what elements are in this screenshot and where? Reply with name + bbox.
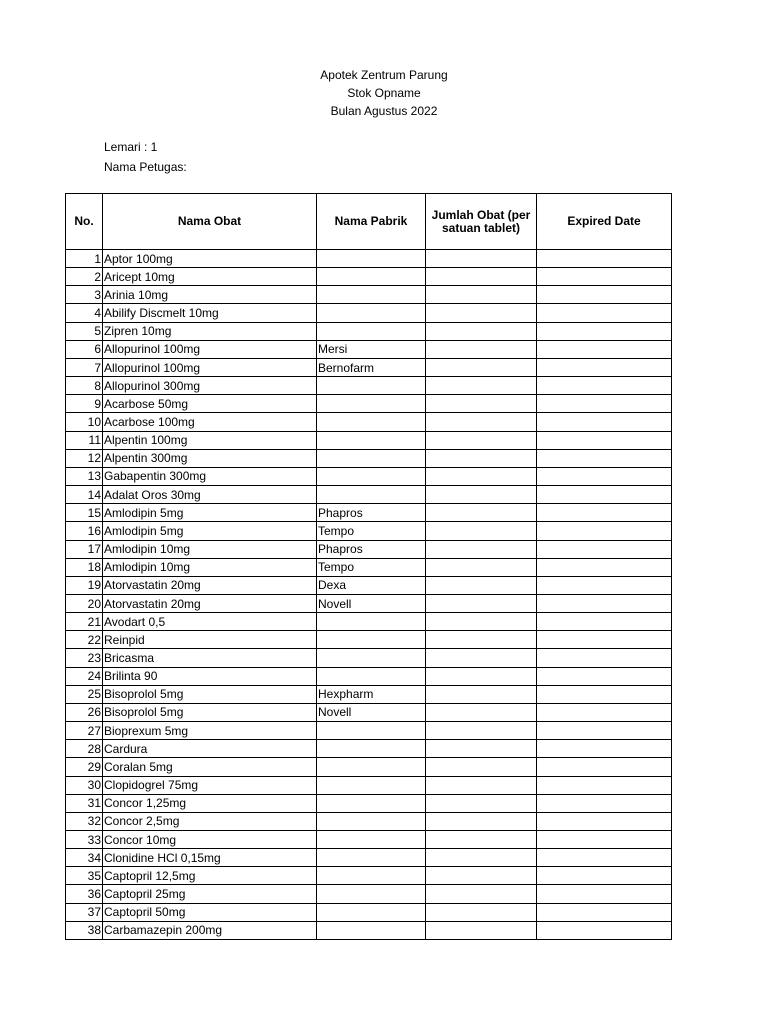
row-number: 9: [66, 395, 103, 413]
quantity-cell: [426, 449, 537, 467]
row-number: 20: [66, 594, 103, 612]
drug-name-cell: Amlodipin 5mg: [103, 504, 317, 522]
column-header-jumlah-obat: Jumlah Obat (per satuan tablet): [426, 194, 537, 250]
row-number: 23: [66, 649, 103, 667]
row-number: 30: [66, 776, 103, 794]
row-number: 29: [66, 758, 103, 776]
expired-date-cell: [537, 794, 672, 812]
table-row: [66, 758, 672, 776]
quantity-cell: [426, 340, 537, 358]
manufacturer-cell: Novell: [317, 594, 426, 612]
drug-name-cell: Avodart 0,5: [103, 613, 317, 631]
row-number: 32: [66, 812, 103, 830]
quantity-cell: [426, 467, 537, 485]
drug-name-cell: Allopurinol 100mg: [103, 358, 317, 376]
table-row: [66, 885, 672, 903]
quantity-cell: [426, 812, 537, 830]
table-row: [66, 722, 672, 740]
row-number: 18: [66, 558, 103, 576]
expired-date-cell: [537, 758, 672, 776]
expired-date-cell: [537, 667, 672, 685]
quantity-cell: [426, 594, 537, 612]
manufacturer-cell: [317, 849, 426, 867]
manufacturer-cell: [317, 486, 426, 504]
table-row: [66, 649, 672, 667]
table-row: [66, 467, 672, 485]
row-number: 11: [66, 431, 103, 449]
expired-date-cell: [537, 722, 672, 740]
table-row: [66, 631, 672, 649]
drug-name-cell: Concor 10mg: [103, 831, 317, 849]
table-row: [66, 377, 672, 395]
row-number: 34: [66, 849, 103, 867]
expired-date-cell: [537, 431, 672, 449]
quantity-cell: [426, 921, 537, 939]
expired-date-cell: [537, 268, 672, 286]
manufacturer-cell: [317, 831, 426, 849]
quantity-cell: [426, 486, 537, 504]
manufacturer-cell: [317, 286, 426, 304]
table-row: [66, 522, 672, 540]
manufacturer-cell: [317, 467, 426, 485]
table-row: [66, 449, 672, 467]
table-row: [66, 558, 672, 576]
manufacturer-cell: [317, 867, 426, 885]
column-header-expired-date: Expired Date: [537, 194, 672, 250]
quantity-cell: [426, 540, 537, 558]
row-number: 24: [66, 667, 103, 685]
manufacturer-cell: Mersi: [317, 340, 426, 358]
table-row: [66, 340, 672, 358]
manufacturer-cell: [317, 449, 426, 467]
table-row: [66, 776, 672, 794]
quantity-cell: [426, 395, 537, 413]
quantity-cell: [426, 776, 537, 794]
table-header-row: [66, 194, 672, 250]
expired-date-cell: [537, 631, 672, 649]
expired-date-cell: [537, 576, 672, 594]
expired-date-cell: [537, 486, 672, 504]
row-number: 36: [66, 885, 103, 903]
column-header-nama-obat: Nama Obat: [103, 194, 317, 250]
stock-table: [65, 193, 672, 940]
table-row: [66, 867, 672, 885]
expired-date-cell: [537, 594, 672, 612]
manufacturer-cell: [317, 776, 426, 794]
table-row: [66, 431, 672, 449]
expired-date-cell: [537, 885, 672, 903]
manufacturer-cell: [317, 431, 426, 449]
expired-date-cell: [537, 413, 672, 431]
drug-name-cell: Bricasma: [103, 649, 317, 667]
drug-name-cell: Bisoprolol 5mg: [103, 685, 317, 703]
expired-date-cell: [537, 522, 672, 540]
drug-name-cell: Adalat Oros 30mg: [103, 486, 317, 504]
drug-name-cell: Amlodipin 10mg: [103, 540, 317, 558]
expired-date-cell: [537, 377, 672, 395]
drug-name-cell: Brilinta 90: [103, 667, 317, 685]
row-number: 25: [66, 685, 103, 703]
quantity-cell: [426, 504, 537, 522]
quantity-cell: [426, 522, 537, 540]
manufacturer-cell: [317, 649, 426, 667]
document-period: Bulan Agustus 2022: [330, 104, 438, 118]
row-number: 27: [66, 722, 103, 740]
quantity-cell: [426, 576, 537, 594]
manufacturer-cell: Tempo: [317, 522, 426, 540]
manufacturer-cell: [317, 395, 426, 413]
quantity-cell: [426, 849, 537, 867]
row-number: 4: [66, 304, 103, 322]
row-number: 8: [66, 377, 103, 395]
expired-date-cell: [537, 812, 672, 830]
drug-name-cell: Atorvastatin 20mg: [103, 576, 317, 594]
drug-name-cell: Zipren 10mg: [103, 322, 317, 340]
manufacturer-cell: [317, 304, 426, 322]
drug-name-cell: Allopurinol 100mg: [103, 340, 317, 358]
table-row: [66, 504, 672, 522]
quantity-cell: [426, 431, 537, 449]
manufacturer-cell: [317, 413, 426, 431]
expired-date-cell: [537, 831, 672, 849]
quantity-cell: [426, 631, 537, 649]
column-header-no: No.: [66, 194, 103, 250]
row-number: 1: [66, 250, 103, 268]
row-number: 31: [66, 794, 103, 812]
drug-name-cell: Captopril 25mg: [103, 885, 317, 903]
row-number: 12: [66, 449, 103, 467]
quantity-cell: [426, 740, 537, 758]
manufacturer-cell: Hexpharm: [317, 685, 426, 703]
drug-name-cell: Coralan 5mg: [103, 758, 317, 776]
expired-date-cell: [537, 340, 672, 358]
quantity-cell: [426, 358, 537, 376]
expired-date-cell: [537, 903, 672, 921]
table-row: [66, 395, 672, 413]
table-row: [66, 413, 672, 431]
drug-name-cell: Amlodipin 5mg: [103, 522, 317, 540]
drug-name-cell: Gabapentin 300mg: [103, 467, 317, 485]
row-number: 13: [66, 467, 103, 485]
column-header-nama-pabrik: Nama Pabrik: [317, 194, 426, 250]
table-row: [66, 703, 672, 721]
row-number: 19: [66, 576, 103, 594]
document-title: Stok Opname: [347, 86, 421, 100]
manufacturer-cell: [317, 722, 426, 740]
table-row: [66, 812, 672, 830]
drug-name-cell: Abilify Discmelt 10mg: [103, 304, 317, 322]
drug-name-cell: Aptor 100mg: [103, 250, 317, 268]
table-row: [66, 849, 672, 867]
expired-date-cell: [537, 395, 672, 413]
manufacturer-cell: Dexa: [317, 576, 426, 594]
row-number: 15: [66, 504, 103, 522]
row-number: 28: [66, 740, 103, 758]
row-number: 38: [66, 921, 103, 939]
quantity-cell: [426, 867, 537, 885]
expired-date-cell: [537, 558, 672, 576]
row-number: 17: [66, 540, 103, 558]
manufacturer-cell: [317, 885, 426, 903]
drug-name-cell: Concor 1,25mg: [103, 794, 317, 812]
expired-date-cell: [537, 685, 672, 703]
manufacturer-cell: [317, 921, 426, 939]
table-row: [66, 594, 672, 612]
expired-date-cell: [537, 703, 672, 721]
expired-date-cell: [537, 867, 672, 885]
manufacturer-cell: [317, 903, 426, 921]
quantity-cell: [426, 703, 537, 721]
expired-date-cell: [537, 449, 672, 467]
drug-name-cell: Bioprexum 5mg: [103, 722, 317, 740]
row-number: 3: [66, 286, 103, 304]
manufacturer-cell: [317, 250, 426, 268]
quantity-cell: [426, 831, 537, 849]
table-row: [66, 486, 672, 504]
row-number: 37: [66, 903, 103, 921]
row-number: 14: [66, 486, 103, 504]
pharmacy-name: Apotek Zentrum Parung: [320, 68, 448, 82]
table-row: [66, 286, 672, 304]
expired-date-cell: [537, 358, 672, 376]
row-number: 33: [66, 831, 103, 849]
manufacturer-cell: [317, 758, 426, 776]
table-row: [66, 540, 672, 558]
drug-name-cell: Acarbose 100mg: [103, 413, 317, 431]
manufacturer-cell: [317, 613, 426, 631]
expired-date-cell: [537, 504, 672, 522]
officer-label: Nama Petugas:: [104, 160, 187, 174]
drug-name-cell: Cardura: [103, 740, 317, 758]
quantity-cell: [426, 413, 537, 431]
quantity-cell: [426, 613, 537, 631]
expired-date-cell: [537, 776, 672, 794]
drug-name-cell: Reinpid: [103, 631, 317, 649]
table-row: [66, 268, 672, 286]
quantity-cell: [426, 322, 537, 340]
row-number: 7: [66, 358, 103, 376]
quantity-cell: [426, 758, 537, 776]
row-number: 35: [66, 867, 103, 885]
manufacturer-cell: [317, 794, 426, 812]
quantity-cell: [426, 903, 537, 921]
table-row: [66, 304, 672, 322]
row-number: 6: [66, 340, 103, 358]
quantity-cell: [426, 250, 537, 268]
row-number: 16: [66, 522, 103, 540]
manufacturer-cell: Phapros: [317, 540, 426, 558]
quantity-cell: [426, 377, 537, 395]
drug-name-cell: Acarbose 50mg: [103, 395, 317, 413]
quantity-cell: [426, 667, 537, 685]
manufacturer-cell: [317, 812, 426, 830]
manufacturer-cell: Novell: [317, 703, 426, 721]
quantity-cell: [426, 286, 537, 304]
quantity-cell: [426, 885, 537, 903]
expired-date-cell: [537, 613, 672, 631]
table-row: [66, 921, 672, 939]
table-row: [66, 667, 672, 685]
drug-name-cell: Bisoprolol 5mg: [103, 703, 317, 721]
drug-name-cell: Captopril 12,5mg: [103, 867, 317, 885]
table-row: [66, 685, 672, 703]
expired-date-cell: [537, 250, 672, 268]
expired-date-cell: [537, 540, 672, 558]
manufacturer-cell: [317, 740, 426, 758]
table-row: [66, 358, 672, 376]
row-number: 22: [66, 631, 103, 649]
table-row: [66, 903, 672, 921]
manufacturer-cell: [317, 377, 426, 395]
quantity-cell: [426, 685, 537, 703]
quantity-cell: [426, 722, 537, 740]
cabinet-label: Lemari : 1: [104, 140, 158, 154]
manufacturer-cell: [317, 268, 426, 286]
quantity-cell: [426, 268, 537, 286]
row-number: 26: [66, 703, 103, 721]
table-row: [66, 613, 672, 631]
table-row: [66, 322, 672, 340]
table-row: [66, 576, 672, 594]
expired-date-cell: [537, 304, 672, 322]
drug-name-cell: Arinia 10mg: [103, 286, 317, 304]
expired-date-cell: [537, 921, 672, 939]
drug-name-cell: Atorvastatin 20mg: [103, 594, 317, 612]
table-row: [66, 740, 672, 758]
row-number: 2: [66, 268, 103, 286]
row-number: 5: [66, 322, 103, 340]
drug-name-cell: Allopurinol 300mg: [103, 377, 317, 395]
drug-name-cell: Amlodipin 10mg: [103, 558, 317, 576]
manufacturer-cell: [317, 667, 426, 685]
manufacturer-cell: [317, 322, 426, 340]
table-row: [66, 794, 672, 812]
expired-date-cell: [537, 849, 672, 867]
drug-name-cell: Concor 2,5mg: [103, 812, 317, 830]
drug-name-cell: Carbamazepin 200mg: [103, 921, 317, 939]
quantity-cell: [426, 794, 537, 812]
drug-name-cell: Alpentin 300mg: [103, 449, 317, 467]
quantity-cell: [426, 558, 537, 576]
manufacturer-cell: Tempo: [317, 558, 426, 576]
drug-name-cell: Clonidine HCl 0,15mg: [103, 849, 317, 867]
drug-name-cell: Aricept 10mg: [103, 268, 317, 286]
expired-date-cell: [537, 467, 672, 485]
drug-name-cell: Clopidogrel 75mg: [103, 776, 317, 794]
manufacturer-cell: Phapros: [317, 504, 426, 522]
table-row: [66, 831, 672, 849]
manufacturer-cell: Bernofarm: [317, 358, 426, 376]
quantity-cell: [426, 649, 537, 667]
row-number: 21: [66, 613, 103, 631]
expired-date-cell: [537, 322, 672, 340]
quantity-cell: [426, 304, 537, 322]
manufacturer-cell: [317, 631, 426, 649]
table-row: [66, 250, 672, 268]
drug-name-cell: Alpentin 100mg: [103, 431, 317, 449]
expired-date-cell: [537, 649, 672, 667]
expired-date-cell: [537, 286, 672, 304]
expired-date-cell: [537, 740, 672, 758]
drug-name-cell: Captopril 50mg: [103, 903, 317, 921]
row-number: 10: [66, 413, 103, 431]
